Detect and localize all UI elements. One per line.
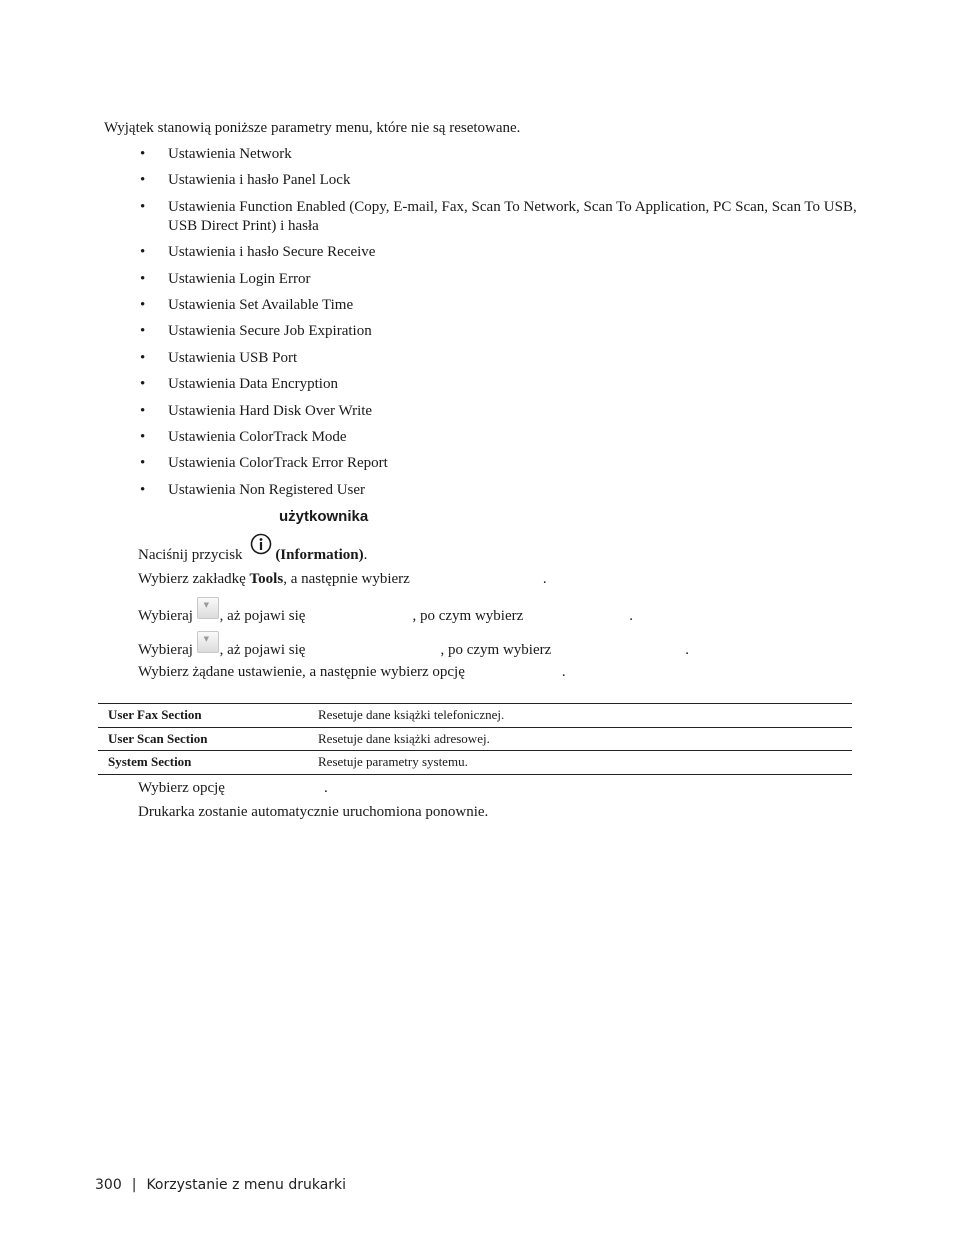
- list-item: [138, 481, 858, 500]
- list-item: [138, 270, 858, 289]
- list-item: [138, 322, 858, 341]
- intro-text: Wyjątek stanowią poniższe parametry menu, które nie są resetowane.: [104, 120, 521, 136]
- list-item: [138, 375, 858, 394]
- step-text: Wybieraj: [138, 642, 197, 658]
- bullet-glyph: •: [140, 323, 146, 340]
- scroll-down-icon[interactable]: ▼: [197, 597, 219, 619]
- list-item-text: Ustawienia ColorTrack Error Report: [168, 455, 388, 472]
- table-cell-desc: Resetuje dane książki telefonicznej.: [308, 704, 852, 728]
- list-item-text: Ustawienia Function Enabled (Copy, E-mail, Fax, Scan To Network, Scan To Application, PC Scan, Scan To USB, USB Direct Print) i hasła: [168, 198, 857, 234]
- list-item: [138, 243, 858, 262]
- list-item: [138, 402, 858, 421]
- table-cell-name: System Section: [98, 751, 308, 775]
- step-text: .: [685, 642, 690, 658]
- step-text: Wybieraj: [138, 608, 197, 624]
- step-text: Wybierz zakładkę: [138, 571, 250, 587]
- list-item-text: Ustawienia i hasło Panel Lock: [168, 172, 351, 189]
- step-text: , po czym wybierz: [412, 608, 524, 624]
- bullet-glyph: •: [140, 349, 146, 366]
- information-icon[interactable]: [250, 533, 272, 555]
- list-item-text: Ustawienia Set Available Time: [168, 296, 354, 313]
- step-choose-setting: [138, 664, 566, 681]
- bullet-glyph: •: [140, 146, 146, 162]
- chapter-title: Korzystanie z menu drukarki: [146, 1177, 347, 1193]
- step-select-option: [138, 780, 328, 797]
- page-number: 300: [95, 1177, 122, 1193]
- reset-options-table: [98, 703, 852, 775]
- step-text: Wybierz opcję: [138, 780, 225, 796]
- list-item-text: Ustawienia Hard Disk Over Write: [168, 402, 373, 419]
- step-select-tools: [138, 571, 547, 588]
- step-text: .: [363, 547, 368, 563]
- list-item-text: Ustawienia Non Registered User: [168, 481, 366, 498]
- list-item: [138, 454, 858, 473]
- bullet-glyph: •: [140, 428, 146, 445]
- list-item-text: Ustawienia USB Port: [168, 349, 298, 366]
- step-text: , po czym wybierz: [440, 642, 552, 658]
- bullet-glyph: •: [140, 376, 146, 393]
- step-text: .: [542, 571, 547, 587]
- bullet-glyph: •: [140, 198, 146, 215]
- step-restart-note: [138, 804, 488, 821]
- page-footer: [95, 1177, 346, 1193]
- list-item: [138, 428, 858, 447]
- step-text: .: [323, 780, 328, 796]
- list-item-text: Ustawienia Data Encryption: [168, 376, 338, 393]
- bullet-glyph: •: [140, 296, 146, 313]
- step-text: Drukarka zostanie automatycznie uruchomiona ponownie.: [138, 804, 489, 820]
- table-cell-name: User Scan Section: [98, 727, 308, 751]
- list-item-text: Ustawienia Secure Job Expiration: [168, 323, 372, 340]
- step-press-information: [138, 533, 367, 564]
- list-item: [138, 296, 858, 315]
- list-item-text: Ustawienia Login Error: [168, 270, 311, 287]
- list-item-text: Ustawienia i hasło Secure Receive: [168, 244, 376, 261]
- table-cell-desc: Resetuje dane książki adresowej.: [308, 727, 852, 751]
- bullet-glyph: •: [140, 270, 146, 287]
- step-text: .: [561, 664, 566, 680]
- list-item: [138, 198, 858, 236]
- list-item: [138, 145, 858, 164]
- list-item: [138, 349, 858, 368]
- list-item-text: Ustawienia ColorTrack Mode: [168, 428, 347, 445]
- step-text: .: [629, 608, 634, 624]
- step-scroll-2: [138, 631, 689, 659]
- step-text: , aż pojawi się: [219, 642, 306, 658]
- bullet-glyph: •: [140, 244, 146, 261]
- step-text: , aż pojawi się: [219, 608, 306, 624]
- tools-tab-label: Tools: [249, 571, 284, 587]
- bullet-glyph: •: [140, 172, 146, 189]
- table-cell-name: User Fax Section: [98, 704, 308, 728]
- table-cell-desc: Resetuje parametry systemu.: [308, 751, 852, 775]
- section-heading: użytkownika: [279, 508, 369, 525]
- list-item: [138, 171, 858, 190]
- footer-separator: |: [131, 1177, 137, 1193]
- bullet-glyph: •: [140, 455, 146, 472]
- excluded-settings-list: [138, 145, 858, 507]
- step-scroll-1: [138, 597, 633, 625]
- step-text: , a następnie wybierz: [283, 571, 410, 587]
- list-item-text: Ustawienia Network: [168, 146, 292, 162]
- table-row: [98, 704, 852, 728]
- table-row: [98, 727, 852, 751]
- scroll-down-icon[interactable]: ▼: [197, 631, 219, 653]
- bullet-glyph: •: [140, 402, 146, 419]
- table-row: [98, 751, 852, 775]
- bullet-glyph: •: [140, 481, 146, 498]
- information-button-label: (Information): [275, 547, 364, 563]
- step-text: Naciśnij przycisk: [138, 547, 247, 563]
- step-text: Wybierz żądane ustawienie, a następnie wybierz opcję: [138, 664, 465, 680]
